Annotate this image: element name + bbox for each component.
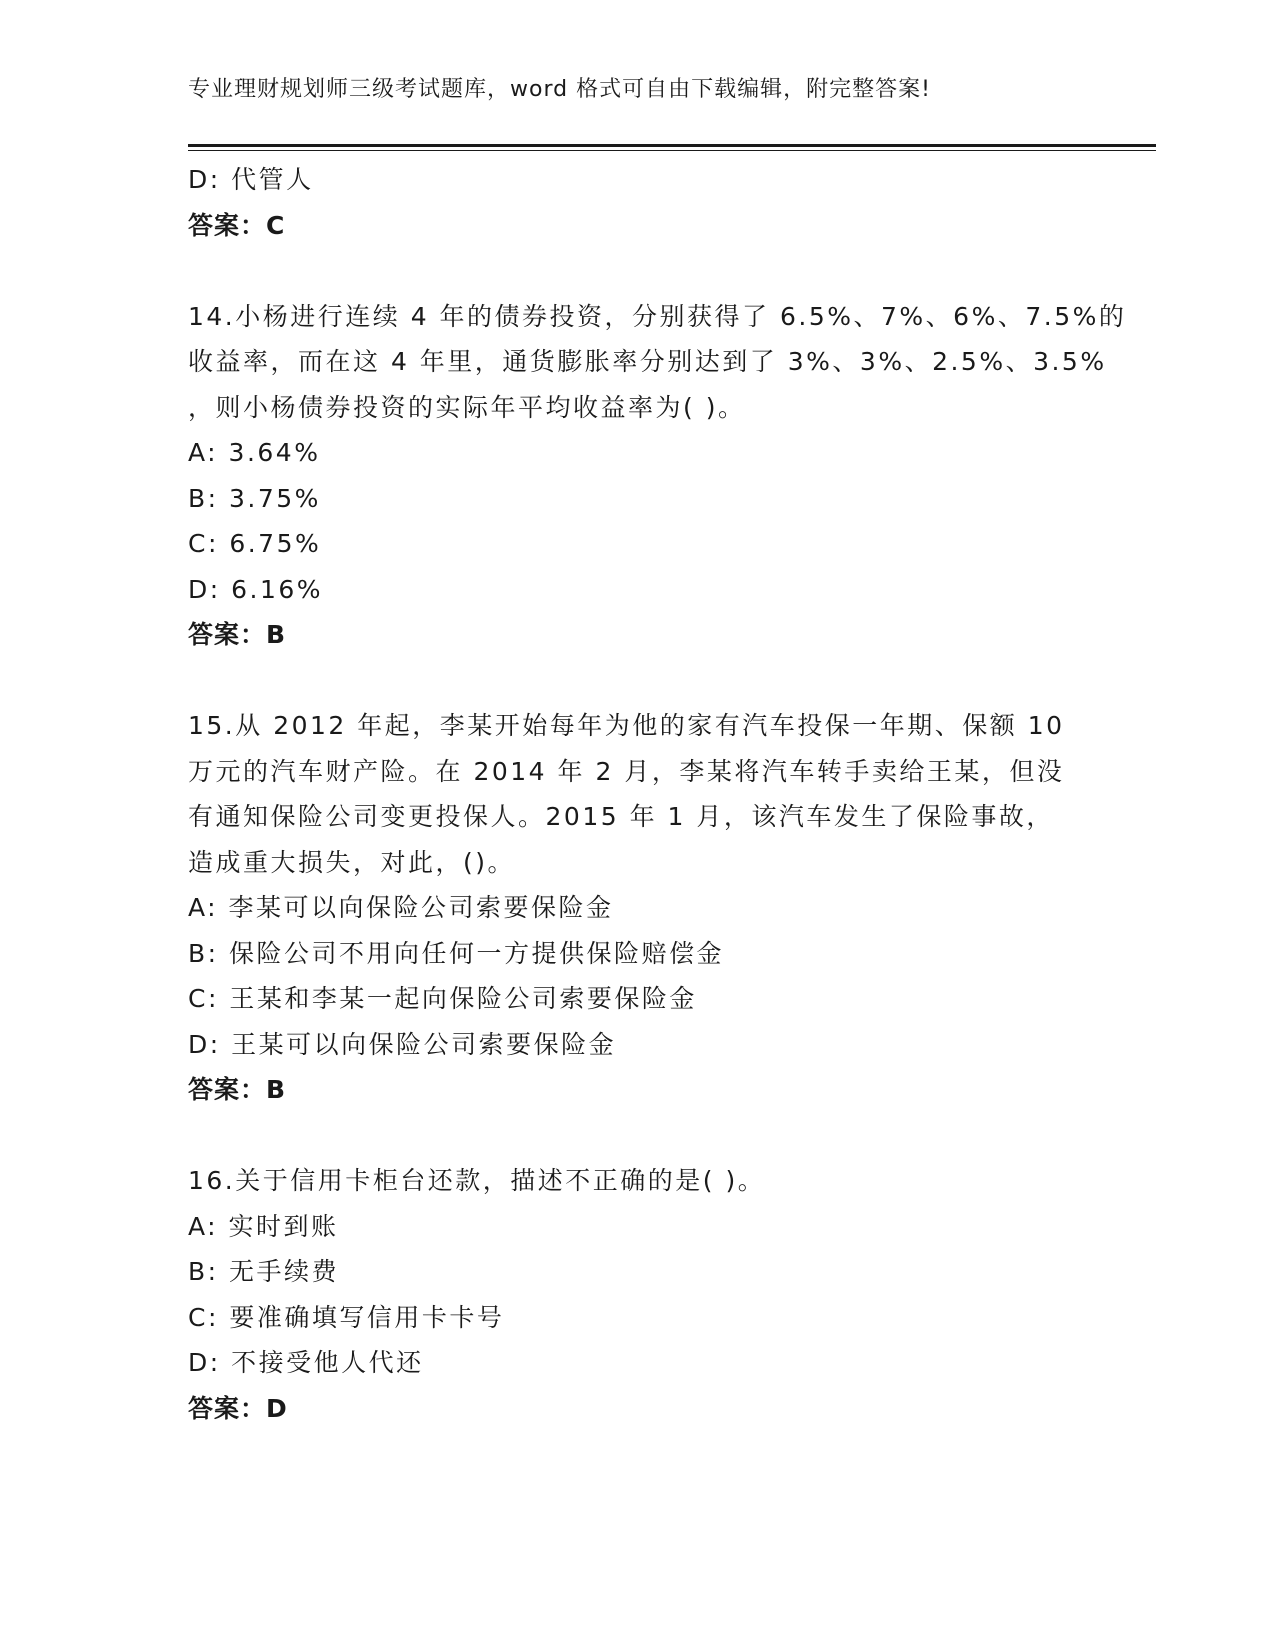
question-text-line: 收益率，而在这 4 年里，通货膨胀率分别达到了 3%、3%、2.5%、3.5% <box>188 347 1107 376</box>
answer: 答案：B <box>188 1075 287 1104</box>
question-text-line: 万元的汽车财产险。在 2014 年 2 月，李某将汽车转手卖给王某，但没 <box>188 756 1065 786</box>
option-b: B: 保险公司不用向任何一方提供保险赔偿金 <box>188 938 725 968</box>
option-a: A: 李某可以向保险公司索要保险金 <box>188 893 614 922</box>
option-c: C: 6.75% <box>188 529 322 558</box>
question-16 <box>188 1158 1088 1431</box>
question-14 <box>188 294 1127 658</box>
question-text-line: 有通知保险公司变更投保人。2015 年 1 月，该汽车发生了保险事故， <box>188 802 1054 831</box>
spacer <box>188 658 1088 704</box>
spacer <box>188 1113 1088 1159</box>
option-d: D: 6.16% <box>188 574 324 604</box>
option-d: D: 王某可以向保险公司索要保险金 <box>188 1029 617 1059</box>
header-rule-thin <box>188 150 1156 151</box>
option-c: C: 王某和李某一起向保险公司索要保险金 <box>188 984 697 1013</box>
question-15 <box>188 703 1088 1113</box>
answer: 答案：B <box>188 620 287 649</box>
header-rule-thick <box>188 144 1156 147</box>
option-c: C: 要准确填写信用卡卡号 <box>188 1302 505 1332</box>
spacer <box>188 248 1088 294</box>
question-text-line: 16.关于信用卡柜台还款，描述不正确的是( )。 <box>188 1166 766 1195</box>
question-text-line: 造成重大损失，对此，()。 <box>188 847 516 877</box>
option-d: D: 不接受他人代还 <box>188 1348 424 1377</box>
question-text-line: 15.从 2012 年起，李某开始每年为他的家有汽车投保一年期、保额 10 <box>188 711 1065 740</box>
prev-option-d: D: 代管人 <box>188 165 314 194</box>
page-header: 专业理财规划师三级考试题库，word 格式可自由下载编辑，附完整答案! <box>188 77 931 102</box>
option-b: B: 无手续费 <box>188 1257 340 1286</box>
prev-answer: 答案：C <box>188 210 286 240</box>
option-a: A: 实时到账 <box>188 1211 339 1241</box>
question-text-line: 14.小杨进行连续 4 年的债券投资，分别获得了 6.5%、7%、6%、7.5%的 <box>188 301 1127 331</box>
question-content <box>188 157 1127 1431</box>
question-text-line: ，则小杨债券投资的实际年平均收益率为( )。 <box>188 392 746 422</box>
option-b: B: 3.75% <box>188 483 321 513</box>
option-a: A: 3.64% <box>188 438 321 467</box>
answer: 答案：D <box>188 1393 288 1423</box>
